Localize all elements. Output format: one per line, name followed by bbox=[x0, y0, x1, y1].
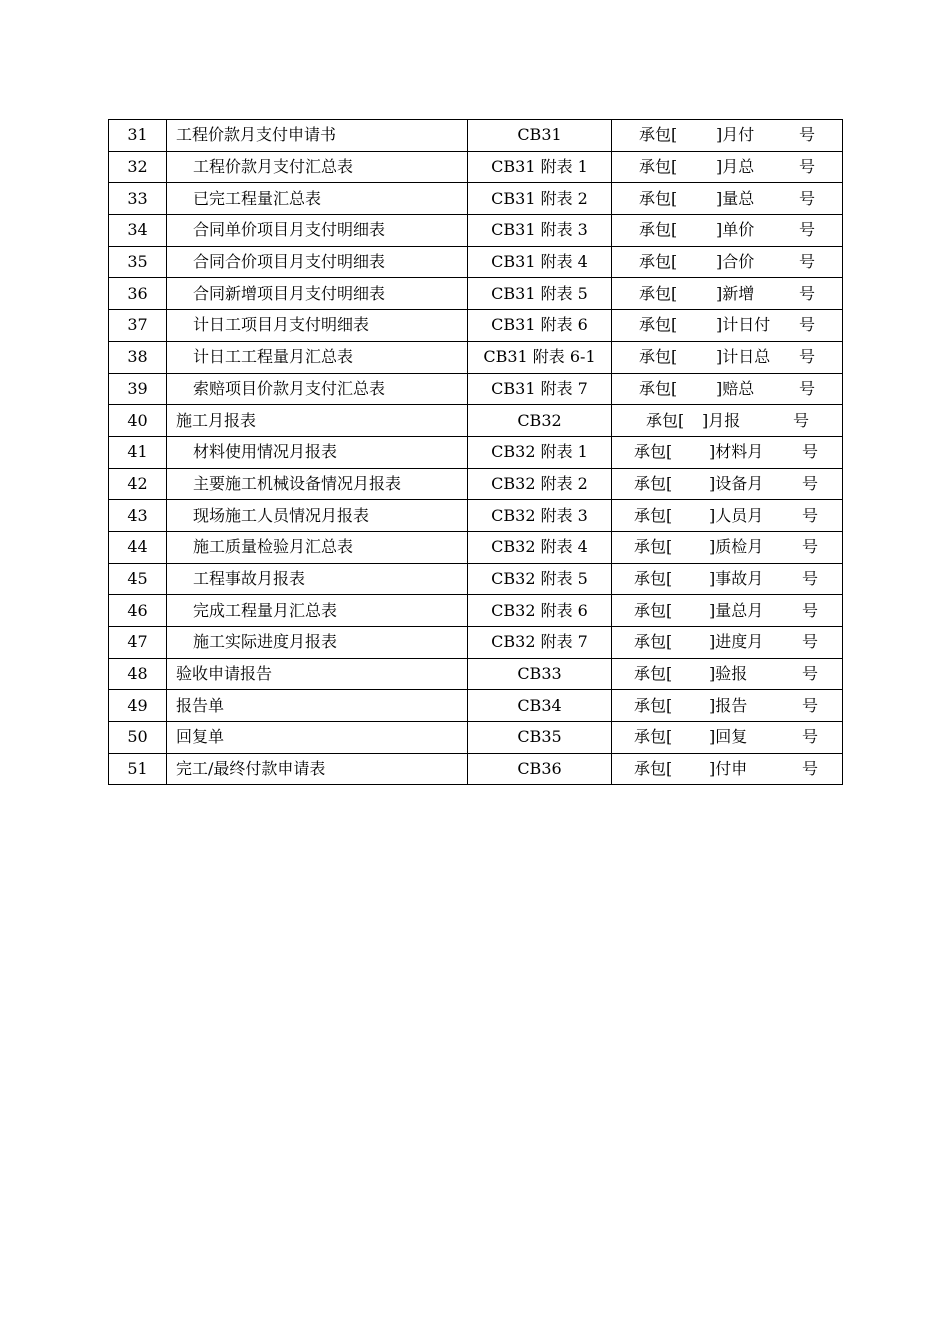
document-number-format bbox=[612, 563, 843, 595]
form-name: 材料使用情况月报表 bbox=[167, 436, 468, 468]
number-category: ]事故月 bbox=[709, 568, 764, 588]
number-format-wrap bbox=[612, 183, 842, 214]
number-suffix: 号 bbox=[799, 157, 816, 177]
form-code: CB33 bbox=[468, 658, 612, 690]
document-number-format bbox=[612, 436, 843, 468]
form-name: 施工月报表 bbox=[167, 405, 468, 437]
form-code: CB31 附表 6-1 bbox=[468, 341, 612, 373]
form-name: 施工质量检验月汇总表 bbox=[167, 531, 468, 563]
number-format-wrap bbox=[612, 310, 842, 341]
number-suffix: 号 bbox=[802, 632, 819, 652]
number-suffix: 号 bbox=[802, 600, 819, 620]
number-format-wrap bbox=[612, 152, 842, 183]
form-name: 合同单价项目月支付明细表 bbox=[167, 215, 468, 247]
number-category: ]月报 bbox=[702, 410, 741, 430]
number-format-wrap bbox=[612, 595, 842, 626]
form-name: 已完工程量汇总表 bbox=[167, 183, 468, 215]
form-name: 合同新增项目月支付明细表 bbox=[167, 278, 468, 310]
number-suffix: 号 bbox=[802, 442, 819, 462]
document-number-format bbox=[612, 373, 843, 405]
document-number-format bbox=[612, 278, 843, 310]
number-category: ]月总 bbox=[716, 157, 755, 177]
form-name: 完成工程量月汇总表 bbox=[167, 595, 468, 627]
table-row bbox=[109, 215, 843, 247]
form-code: CB36 bbox=[468, 753, 612, 785]
form-code: CB31 附表 7 bbox=[468, 373, 612, 405]
number-prefix: 承包[ bbox=[634, 664, 673, 684]
number-category: ]量总月 bbox=[709, 600, 764, 620]
form-index-body bbox=[109, 120, 843, 785]
table-row bbox=[109, 753, 843, 785]
row-number: 43 bbox=[109, 500, 167, 532]
number-format-wrap bbox=[612, 342, 842, 373]
document-number-format bbox=[612, 595, 843, 627]
number-suffix: 号 bbox=[802, 473, 819, 493]
row-number: 36 bbox=[109, 278, 167, 310]
document-number-format bbox=[612, 310, 843, 342]
number-prefix: 承包[ bbox=[639, 252, 678, 272]
form-name: 回复单 bbox=[167, 722, 468, 754]
row-number: 47 bbox=[109, 627, 167, 659]
form-name: 报告单 bbox=[167, 690, 468, 722]
table-row bbox=[109, 627, 843, 659]
table-row bbox=[109, 341, 843, 373]
number-category: ]单价 bbox=[716, 220, 755, 240]
form-name: 工程价款月支付汇总表 bbox=[167, 151, 468, 183]
number-category: ]月付 bbox=[716, 125, 755, 145]
form-code: CB32 附表 4 bbox=[468, 531, 612, 563]
document-number-format bbox=[612, 215, 843, 247]
row-number: 50 bbox=[109, 722, 167, 754]
number-format-wrap bbox=[612, 278, 842, 309]
number-format-wrap bbox=[612, 247, 842, 278]
form-code: CB32 附表 5 bbox=[468, 563, 612, 595]
form-code: CB31 附表 6 bbox=[468, 310, 612, 342]
number-prefix: 承包[ bbox=[634, 442, 673, 462]
form-name: 验收申请报告 bbox=[167, 658, 468, 690]
number-prefix: 承包[ bbox=[634, 759, 673, 779]
number-suffix: 号 bbox=[802, 727, 819, 747]
table-row bbox=[109, 500, 843, 532]
number-format-wrap bbox=[612, 659, 842, 690]
form-code: CB31 附表 1 bbox=[468, 151, 612, 183]
number-category: ]回复 bbox=[709, 727, 748, 747]
number-format-wrap bbox=[612, 564, 842, 595]
number-suffix: 号 bbox=[802, 695, 819, 715]
number-prefix: 承包[ bbox=[634, 695, 673, 715]
table-row bbox=[109, 120, 843, 152]
document-number-format bbox=[612, 120, 843, 152]
document-number-format bbox=[612, 341, 843, 373]
row-number: 42 bbox=[109, 468, 167, 500]
row-number: 32 bbox=[109, 151, 167, 183]
number-prefix: 承包[ bbox=[634, 505, 673, 525]
number-prefix: 承包[ bbox=[646, 410, 685, 430]
table-row bbox=[109, 595, 843, 627]
number-prefix: 承包[ bbox=[634, 632, 673, 652]
table-row bbox=[109, 690, 843, 722]
form-code: CB31 bbox=[468, 120, 612, 152]
row-number: 46 bbox=[109, 595, 167, 627]
number-prefix: 承包[ bbox=[639, 378, 678, 398]
row-number: 38 bbox=[109, 341, 167, 373]
number-category: ]报告 bbox=[709, 695, 748, 715]
table-row bbox=[109, 373, 843, 405]
form-name: 主要施工机械设备情况月报表 bbox=[167, 468, 468, 500]
number-suffix: 号 bbox=[799, 315, 816, 335]
number-prefix: 承包[ bbox=[639, 220, 678, 240]
form-code: CB32 附表 6 bbox=[468, 595, 612, 627]
table-row bbox=[109, 722, 843, 754]
form-name: 现场施工人员情况月报表 bbox=[167, 500, 468, 532]
document-number-format bbox=[612, 246, 843, 278]
document-number-format bbox=[612, 753, 843, 785]
number-suffix: 号 bbox=[799, 283, 816, 303]
row-number: 45 bbox=[109, 563, 167, 595]
form-name: 施工实际进度月报表 bbox=[167, 627, 468, 659]
table-row bbox=[109, 278, 843, 310]
row-number: 49 bbox=[109, 690, 167, 722]
number-category: ]验报 bbox=[709, 664, 748, 684]
number-prefix: 承包[ bbox=[639, 188, 678, 208]
number-suffix: 号 bbox=[802, 505, 819, 525]
number-category: ]合价 bbox=[716, 252, 755, 272]
form-code: CB31 附表 5 bbox=[468, 278, 612, 310]
form-code: CB32 附表 7 bbox=[468, 627, 612, 659]
number-suffix: 号 bbox=[799, 220, 816, 240]
table-row bbox=[109, 405, 843, 437]
number-category: ]进度月 bbox=[709, 632, 764, 652]
number-suffix: 号 bbox=[799, 252, 816, 272]
table-row bbox=[109, 563, 843, 595]
table-row bbox=[109, 468, 843, 500]
form-name: 完工/最终付款申请表 bbox=[167, 753, 468, 785]
row-number: 48 bbox=[109, 658, 167, 690]
form-name: 索赔项目价款月支付汇总表 bbox=[167, 373, 468, 405]
number-format-wrap bbox=[612, 690, 842, 721]
document-number-format bbox=[612, 500, 843, 532]
number-format-wrap bbox=[612, 722, 842, 753]
number-category: ]计日总 bbox=[716, 347, 771, 367]
form-index-table bbox=[108, 119, 843, 785]
form-code: CB32 附表 2 bbox=[468, 468, 612, 500]
table-row bbox=[109, 531, 843, 563]
number-format-wrap bbox=[612, 437, 842, 468]
document-number-format bbox=[612, 531, 843, 563]
number-suffix: 号 bbox=[802, 759, 819, 779]
number-suffix: 号 bbox=[802, 568, 819, 588]
table-row bbox=[109, 151, 843, 183]
number-prefix: 承包[ bbox=[634, 537, 673, 557]
number-prefix: 承包[ bbox=[639, 315, 678, 335]
number-format-wrap bbox=[612, 754, 842, 785]
form-name: 计日工项目月支付明细表 bbox=[167, 310, 468, 342]
document-number-format bbox=[612, 151, 843, 183]
row-number: 39 bbox=[109, 373, 167, 405]
table-row bbox=[109, 436, 843, 468]
form-name: 工程价款月支付申请书 bbox=[167, 120, 468, 152]
number-prefix: 承包[ bbox=[634, 473, 673, 493]
number-category: ]设备月 bbox=[709, 473, 764, 493]
number-prefix: 承包[ bbox=[639, 347, 678, 367]
row-number: 51 bbox=[109, 753, 167, 785]
row-number: 35 bbox=[109, 246, 167, 278]
document-number-format bbox=[612, 468, 843, 500]
table-row bbox=[109, 246, 843, 278]
table-row bbox=[109, 183, 843, 215]
document-number-format bbox=[612, 658, 843, 690]
form-name: 合同合价项目月支付明细表 bbox=[167, 246, 468, 278]
number-suffix: 号 bbox=[802, 537, 819, 557]
row-number: 33 bbox=[109, 183, 167, 215]
row-number: 40 bbox=[109, 405, 167, 437]
form-code: CB31 附表 4 bbox=[468, 246, 612, 278]
number-format-wrap bbox=[612, 500, 842, 531]
form-code: CB32 附表 3 bbox=[468, 500, 612, 532]
form-code: CB35 bbox=[468, 722, 612, 754]
document-number-format bbox=[612, 183, 843, 215]
table-row bbox=[109, 658, 843, 690]
document-number-format bbox=[612, 690, 843, 722]
number-category: ]新增 bbox=[716, 283, 755, 303]
number-format-wrap bbox=[612, 405, 842, 436]
number-format-wrap bbox=[612, 469, 842, 500]
document-number-format bbox=[612, 627, 843, 659]
number-category: ]质检月 bbox=[709, 537, 764, 557]
document-number-format bbox=[612, 405, 843, 437]
number-category: ]付申 bbox=[709, 759, 748, 779]
number-prefix: 承包[ bbox=[634, 600, 673, 620]
form-code: CB31 附表 3 bbox=[468, 215, 612, 247]
document-number-format bbox=[612, 722, 843, 754]
row-number: 31 bbox=[109, 120, 167, 152]
number-suffix: 号 bbox=[799, 347, 816, 367]
number-suffix: 号 bbox=[799, 125, 816, 145]
number-format-wrap bbox=[612, 120, 842, 151]
number-format-wrap bbox=[612, 374, 842, 405]
row-number: 37 bbox=[109, 310, 167, 342]
form-name: 工程事故月报表 bbox=[167, 563, 468, 595]
form-code: CB34 bbox=[468, 690, 612, 722]
number-category: ]计日付 bbox=[716, 315, 771, 335]
number-prefix: 承包[ bbox=[639, 283, 678, 303]
table-row bbox=[109, 310, 843, 342]
number-category: ]材料月 bbox=[709, 442, 764, 462]
form-code: CB32 bbox=[468, 405, 612, 437]
number-suffix: 号 bbox=[799, 188, 816, 208]
row-number: 41 bbox=[109, 436, 167, 468]
number-format-wrap bbox=[612, 627, 842, 658]
number-prefix: 承包[ bbox=[639, 125, 678, 145]
number-category: ]人员月 bbox=[709, 505, 764, 525]
number-prefix: 承包[ bbox=[634, 727, 673, 747]
form-code: CB32 附表 1 bbox=[468, 436, 612, 468]
number-category: ]量总 bbox=[716, 188, 755, 208]
number-suffix: 号 bbox=[802, 664, 819, 684]
form-name: 计日工工程量月汇总表 bbox=[167, 341, 468, 373]
number-prefix: 承包[ bbox=[639, 157, 678, 177]
number-prefix: 承包[ bbox=[634, 568, 673, 588]
row-number: 34 bbox=[109, 215, 167, 247]
number-category: ]赔总 bbox=[716, 378, 755, 398]
number-format-wrap bbox=[612, 532, 842, 563]
number-suffix: 号 bbox=[799, 378, 816, 398]
form-code: CB31 附表 2 bbox=[468, 183, 612, 215]
row-number: 44 bbox=[109, 531, 167, 563]
number-format-wrap bbox=[612, 215, 842, 246]
number-suffix: 号 bbox=[793, 410, 810, 430]
